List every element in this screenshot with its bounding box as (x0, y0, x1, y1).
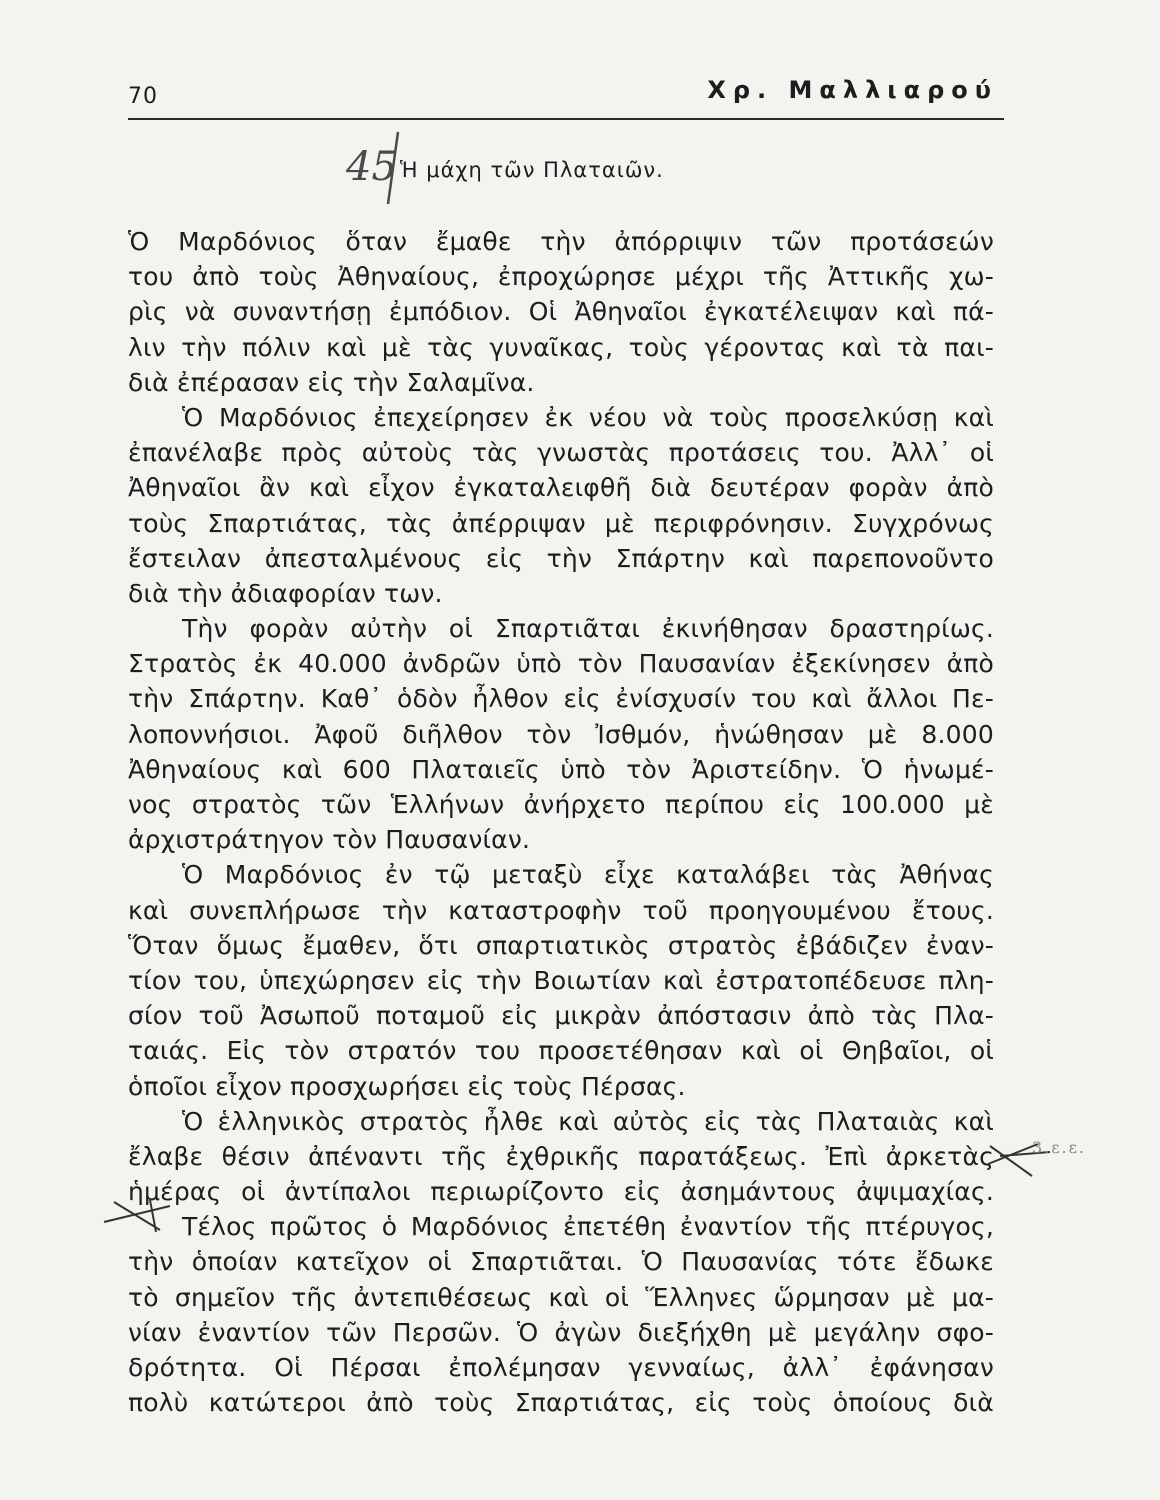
text-line: Ὅταν ὅμως ἔμαθεν, ὅτι σπαρτιατικὸς στρατὸς ἐβάδιζεν ἐναν- (128, 930, 994, 960)
text-line: διὰ τὴν ἀδιαφορίαν των. (128, 578, 443, 608)
text-line: ἐπανέλαβε πρὸς αὐτοὺς τὰς γνωστὰς προτάσεις του. Ἀλλ᾽ οἱ (128, 438, 994, 468)
page-header (128, 70, 1004, 120)
text-line: τοὺς Σπαρτιάτας, τὰς ἀπέρριψαν μὲ περιφρόνησιν. Συγχρόνως (128, 508, 994, 538)
text-line: ρὶς νὰ συναντήσῃ ἐμπόδιον. Οἱ Ἀθηναῖοι ἐγκατέλειψαν καὶ πά- (128, 297, 994, 327)
text-line: Ὁ ἑλληνικὸς στρατὸς ἦλθε καὶ αὐτὸς εἰς τὰς Πλαταιὰς καὶ (182, 1106, 994, 1136)
text-line: Ὁ Μαρδόνιος ἐν τῷ μεταξὺ εἶχε καταλάβει τὰς Ἀθήνας (182, 860, 994, 890)
margin-note-text: 45 (346, 144, 397, 190)
handwritten-cross-mark-left (100, 1192, 190, 1236)
text-line: σίον τοῦ Ἀσωποῦ ποταμοῦ εἰς μικρὰν ἀπόστασιν ἀπὸ τὰς Πλα- (128, 1001, 994, 1031)
text-line: νος στρατὸς τῶν Ἑλλήνων ἀνήρχετο περίπου εἰς 100.000 μὲ (128, 790, 994, 819)
handwritten-annotation: 3.ε.ε. (1032, 1138, 1087, 1157)
text-line: τὴν ὁποίαν κατεῖχον οἱ Σπαρτιᾶται. Ὁ Παυσανίας τότε ἔδωκε (128, 1247, 994, 1277)
running-head: Χρ. Μαλλιαρού (707, 76, 998, 104)
text-line: λοποννήσιοι. Ἀφοῦ διῆλθον τὸν Ἰσθμόν, ἡνώθησαν μὲ 8.000 (128, 719, 994, 749)
text-line: νίαν ἐναντίον τῶν Περσῶν. Ὁ ἀγὼν διεξήχθη μὲ μεγάλην σφο- (128, 1317, 994, 1347)
text-line: ἔστειλαν ἀπεσταλμένους εἰς τὴν Σπάρτην καὶ παρεπονοῦντο (128, 543, 994, 573)
text-line: Τέλος πρῶτος ὁ Μαρδόνιος ἐπετέθη ἐναντίον τῆς πτέρυγος, (182, 1212, 994, 1242)
text-line: πολὺ κατώτεροι ἀπὸ τοὺς Σπαρτιάτας, εἰς τοὺς ὁποίους διὰ (128, 1388, 994, 1418)
text-line: του ἀπὸ τοὺς Ἀθηναίους, ἐπροχώρησε μέχρι τῆς Ἀττικῆς χω- (128, 262, 994, 292)
text-line: Ἀθηναῖοι ἂν καὶ εἶχον ἐγκαταλειφθῆ διὰ δευτέραν φορὰν ἀπὸ (128, 473, 994, 503)
text-line: Ὁ Μαρδόνιος ἐπεχείρησεν ἐκ νέου νὰ τοὺς προσελκύσῃ καὶ (182, 402, 994, 432)
text-line: Στρατὸς ἐκ 40.000 ἀνδρῶν ὑπὸ τὸν Παυσανίαν ἐξεκίνησεν ἀπὸ (128, 649, 994, 679)
body-text (128, 224, 994, 1420)
text-line: ἡμέρας οἱ ἀντίπαλοι περιωρίζοντο εἰς ἀσημάντους ἀψιμαχίας. (128, 1177, 994, 1207)
chapter-title: Ἡ μάχη τῶν Πλαταιῶν. (400, 158, 664, 182)
text-line: καὶ συνεπλήρωσε τὴν καταστροφὴν τοῦ προηγουμένου ἔτους. (128, 895, 994, 925)
text-line: τὸ σημεῖον τῆς ἀντεπιθέσεως καὶ οἱ Ἕλληνες ὥρμησαν μὲ μα- (128, 1282, 994, 1312)
text-line: ἀρχιστράτηγον τὸν Παυσανίαν. (128, 825, 531, 855)
page-number: 70 (128, 84, 158, 109)
text-line: ἔλαβε θέσιν ἀπέναντι τῆς ἐχθρικῆς παρατάξεως. Ἐπὶ ἀρκετὰς (128, 1141, 994, 1171)
text-line: ὁποῖοι εἶχον προσχωρήσει εἰς τοὺς Πέρσας. (128, 1071, 686, 1101)
text-line: Ἀθηναίους καὶ 600 Πλαταιεῖς ὑπὸ τὸν Ἀριστείδην. Ὁ ἡνωμέ- (128, 754, 994, 784)
text-line: δρότητα. Οἱ Πέρσαι ἐπολέμησαν γενναίως, ἀλλ᾽ ἐφάνησαν (128, 1353, 994, 1382)
text-line: διὰ ἐπέρασαν εἰς τὴν Σαλαμῖνα. (128, 367, 535, 397)
text-line: ταιάς. Εἰς τὸν στρατόν του προσετέθησαν καὶ οἱ Θηβαῖοι, οἱ (128, 1036, 994, 1066)
text-line: τὴν Σπάρτην. Καθ᾽ ὁδὸν ἦλθον εἰς ἐνίσχυσίν του καὶ ἄλλοι Πε- (128, 684, 994, 714)
text-line: λιν τὴν πόλιν καὶ μὲ τὰς γυναῖκας, τοὺς γέροντας καὶ τὰ παι- (128, 332, 994, 362)
text-line: Ὁ Μαρδόνιος ὅταν ἔμαθε τὴν ἀπόρριψιν τῶν προτάσεών (128, 227, 994, 256)
text-line: Τὴν φορὰν αὐτὴν οἱ Σπαρτιᾶται ἐκινήθησαν δραστηρίως. (182, 614, 994, 644)
text-line: τίον του, ὑπεχώρησεν εἰς τὴν Βοιωτίαν καὶ ἐστρατοπέδευσε πλη- (128, 965, 994, 995)
